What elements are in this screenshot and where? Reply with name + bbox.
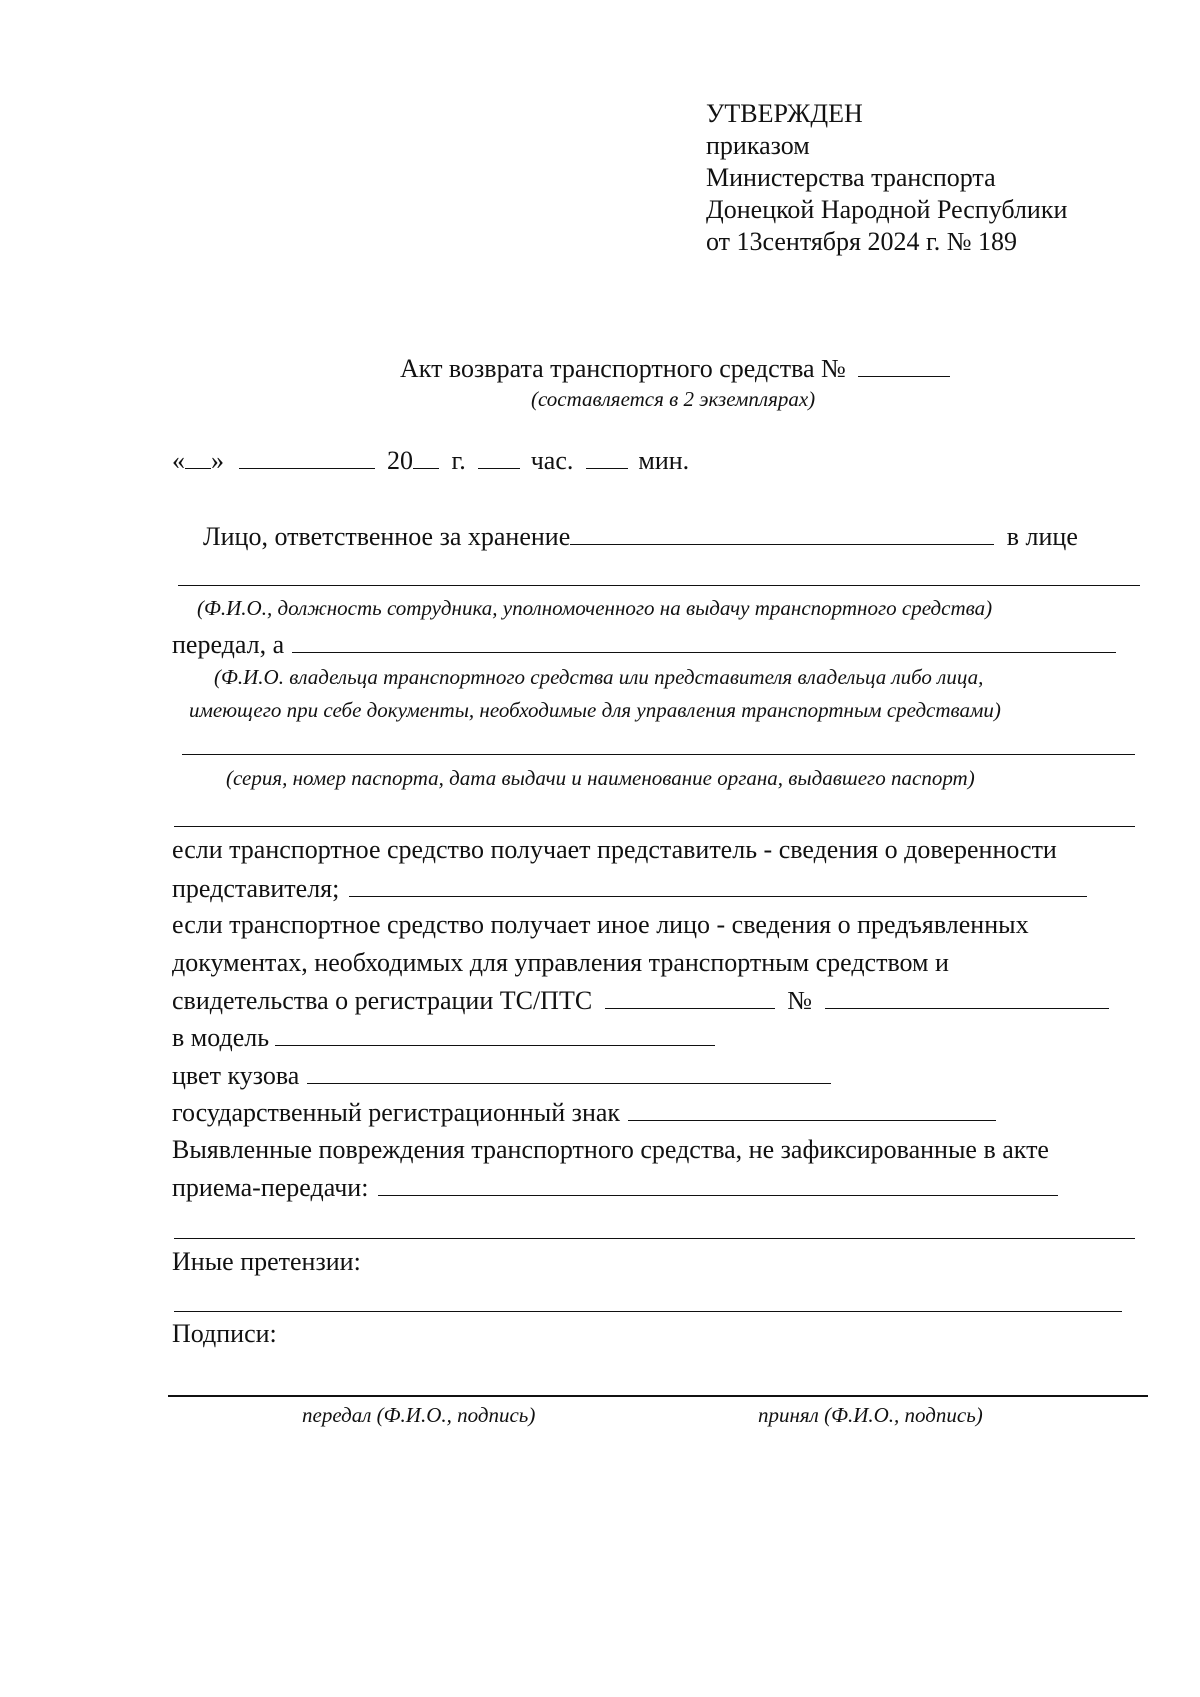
approval-line-1: приказом [706, 131, 810, 160]
approval-block [706, 98, 1067, 258]
color-row [172, 1059, 831, 1092]
model-field[interactable] [275, 1021, 715, 1046]
approval-title: УТВЕРЖДЕН [706, 99, 863, 128]
act-title: Акт возврата транспортного средства № [400, 354, 846, 383]
color-label: цвет кузова [172, 1061, 300, 1090]
signature-received: принял (Ф.И.О., подпись) [758, 1403, 983, 1427]
day-field[interactable] [185, 444, 211, 469]
claims-line[interactable] [174, 1311, 1122, 1312]
act-title-row [400, 352, 950, 385]
signatures-label: Подписи: [172, 1319, 277, 1348]
color-field[interactable] [307, 1059, 831, 1084]
damage-line-2[interactable] [174, 1238, 1135, 1239]
transferred-row [172, 628, 1116, 661]
approval-line-3: Донецкой Народной Республики [706, 195, 1068, 224]
hours-field[interactable] [478, 444, 520, 469]
damage-line-1: Выявленные повреждения транспортного средства, не зафиксированные в акте [172, 1135, 1049, 1164]
transferred-hint-2: имеющего при себе документы, необходимые для управления транспортным средствами) [189, 698, 1001, 722]
claims-label: Иные претензии: [172, 1247, 361, 1276]
model-label: в модель [172, 1023, 270, 1052]
plate-row [172, 1096, 996, 1129]
signatures-line[interactable] [168, 1395, 1148, 1397]
passport-line[interactable] [182, 754, 1135, 755]
minutes-label: мин. [638, 446, 690, 475]
responsible-hint: (Ф.И.О., должность сотрудника, уполномоченного на выдачу транспортного средства) [197, 596, 993, 620]
passport-line-2[interactable] [174, 826, 1135, 827]
model-row [172, 1021, 715, 1054]
plate-field[interactable] [628, 1096, 996, 1121]
date-line [172, 444, 689, 477]
number-sign: № [787, 986, 812, 1015]
approval-line-4: от 13сентября 2024 г. № 189 [706, 227, 1018, 256]
year-field[interactable] [413, 444, 439, 469]
damage-field[interactable] [378, 1171, 1058, 1196]
month-field[interactable] [239, 444, 375, 469]
damage-row [172, 1171, 1058, 1204]
approval-line-2: Министерства транспорта [706, 163, 996, 192]
year-prefix: 20 [387, 446, 413, 475]
responsible-row [203, 520, 1078, 553]
registration-label: свидетельства о регистрации ТС/ПТС [172, 986, 593, 1015]
transferred-hint-1: (Ф.И.О. владельца транспортного средства или представителя владельца либо лица, [214, 665, 984, 689]
representative-row [172, 872, 1087, 905]
close-quote: » [211, 446, 224, 475]
registration-type-field[interactable] [605, 984, 775, 1009]
registration-number-field[interactable] [825, 984, 1109, 1009]
year-suffix: г. [451, 446, 466, 475]
responsible-person-line[interactable] [178, 585, 1140, 586]
passport-hint: (серия, номер паспорта, дата выдачи и наименование органа, выдавшего паспорт) [226, 766, 975, 790]
power-of-attorney-field[interactable] [349, 872, 1087, 897]
responsible-suffix: в лице [1006, 522, 1078, 551]
hours-label: час. [530, 446, 574, 475]
representative-line-2: представителя; [172, 874, 340, 903]
registration-row [172, 984, 1109, 1017]
open-quote: « [172, 446, 185, 475]
other-person-line-2: документах, необходимых для управления транспортным средством и [172, 948, 949, 977]
transferred-label: передал, а [172, 630, 285, 659]
act-number-field[interactable] [858, 352, 950, 377]
minutes-field[interactable] [586, 444, 628, 469]
plate-label: государственный регистрационный знак [172, 1098, 621, 1127]
responsible-field[interactable] [570, 520, 994, 545]
recipient-field[interactable] [292, 628, 1116, 653]
other-person-line-1: если транспортное средство получает иное лицо - сведения о предъявленных [172, 910, 1029, 939]
damage-label: приема-передачи: [172, 1173, 369, 1202]
responsible-label: Лицо, ответственное за хранение [203, 522, 571, 551]
signature-gave: передал (Ф.И.О., подпись) [302, 1403, 536, 1427]
act-subtitle: (составляется в 2 экземплярах) [531, 387, 816, 411]
representative-line-1: если транспортное средство получает представитель - сведения о доверенности [172, 835, 1057, 864]
